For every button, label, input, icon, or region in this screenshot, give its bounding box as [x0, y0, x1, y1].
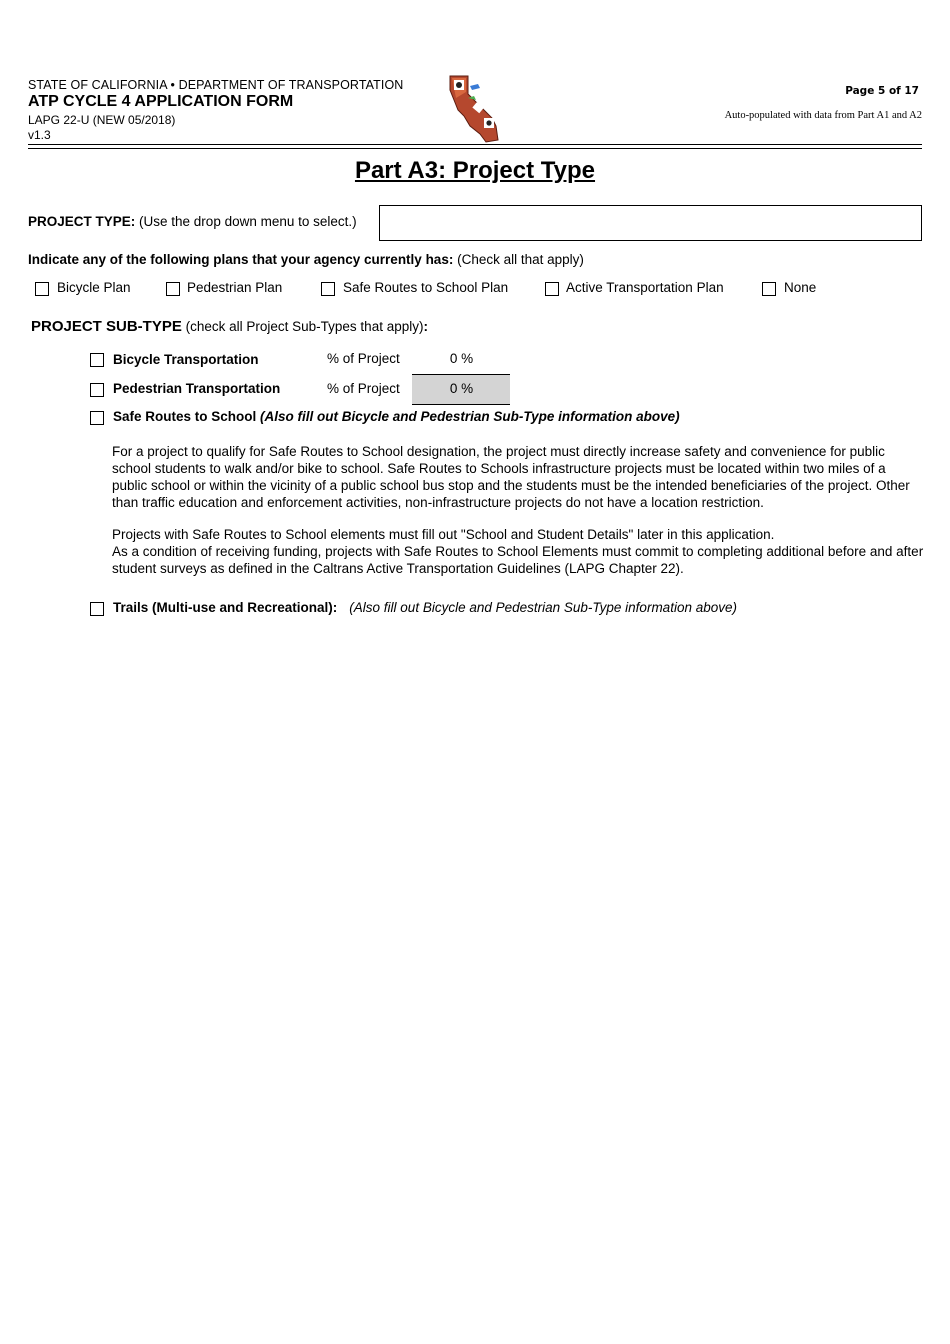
srts-label-line: [113, 409, 680, 424]
srts-plan-label: Safe Routes to School Plan: [343, 280, 509, 295]
srts-paragraph-2a: Projects with Safe Routes to School elements must fill out "School and Student Details" later in this application.: [112, 527, 775, 542]
header-divider-2: [28, 148, 922, 149]
bicycle-percent-field[interactable]: 0 %: [449, 351, 474, 366]
atp-plan-checkbox[interactable]: [545, 282, 559, 296]
bicycle-transportation-label: Bicycle Transportation: [113, 352, 259, 367]
form-title: ATP CYCLE 4 APPLICATION FORM: [28, 93, 294, 110]
no-plan-label: None: [784, 280, 817, 295]
srts-paragraph-1: For a project to qualify for Safe Routes to School designation, the project must directly increase safety and convenience for public school students to walk and/or bike to school. Safe Routes to Schools infrastructure projects must be located within two miles of a public school or within the vicinity of a public school bus stop and the students must be the intended beneficiaries of the project. Other than traffic education and enforcement activities, non-infrastructure projects do not have a location restriction.: [112, 444, 910, 510]
pedestrian-plan-checkbox[interactable]: [166, 282, 180, 296]
bicycle-plan-checkbox[interactable]: [35, 282, 49, 296]
atp-plan-label: Active Transportation Plan: [566, 280, 724, 295]
plans-label: Indicate any of the following plans that your agency currently has: (Check all that apply): [28, 252, 584, 267]
page-title: Part A3: Project Type: [354, 157, 596, 184]
trails-label: Trails (Multi-use and Recreational):: [113, 600, 338, 615]
agency-line: STATE OF CALIFORNIA • DEPARTMENT OF TRANSPORTATION: [28, 78, 404, 92]
trails-checkbox[interactable]: [90, 602, 104, 616]
header-divider: [28, 144, 922, 145]
pedestrian-transportation-checkbox[interactable]: [90, 383, 104, 397]
trails-note: (Also fill out Bicycle and Pedestrian Sub-Type information above): [349, 600, 737, 615]
no-plan-checkbox[interactable]: [762, 282, 776, 296]
pedestrian-plan-label: Pedestrian Plan: [187, 280, 283, 295]
pedestrian-percent-underline: [412, 404, 510, 405]
srts-label: Safe Routes to School: [113, 409, 257, 424]
srts-plan-checkbox[interactable]: [321, 282, 335, 296]
srts-checkbox[interactable]: [90, 411, 104, 425]
autopopulated-note: Auto-populated with data from Part A1 and A2: [724, 110, 922, 121]
page-number: Page 5 of 17: [845, 85, 919, 97]
project-type-dropdown[interactable]: [379, 205, 922, 241]
srts-paragraph-2b: As a condition of receiving funding, projects with Safe Routes to School Elements must commit to completing additional before and after student surveys as defined in the Caltrans Active Transportation Guidelines (LAPG Chapter 22).: [112, 544, 924, 576]
bicycle-transportation-checkbox[interactable]: [90, 353, 104, 367]
form-number: LAPG 22-U (NEW 05/2018): [28, 113, 176, 127]
srts-note: (Also fill out Bicycle and Pedestrian Sub-Type information above): [256, 409, 680, 424]
bicycle-percent-label: % of Project: [327, 351, 400, 366]
pedestrian-percent-label: % of Project: [327, 381, 400, 396]
trails-label-line: [113, 600, 737, 615]
caltrans-california-logo-icon: [446, 74, 506, 144]
srts-paragraph-2: [112, 526, 924, 577]
bicycle-plan-label: Bicycle Plan: [57, 280, 131, 295]
pedestrian-transportation-label: Pedestrian Transportation: [113, 381, 281, 396]
form-version: v1.3: [28, 128, 51, 142]
project-type-label: PROJECT TYPE: (Use the drop down menu to select.): [28, 214, 357, 229]
project-subtype-label: PROJECT SUB-TYPE (check all Project Sub-Types that apply):: [31, 318, 428, 335]
pedestrian-percent-field[interactable]: 0 %: [449, 381, 474, 396]
